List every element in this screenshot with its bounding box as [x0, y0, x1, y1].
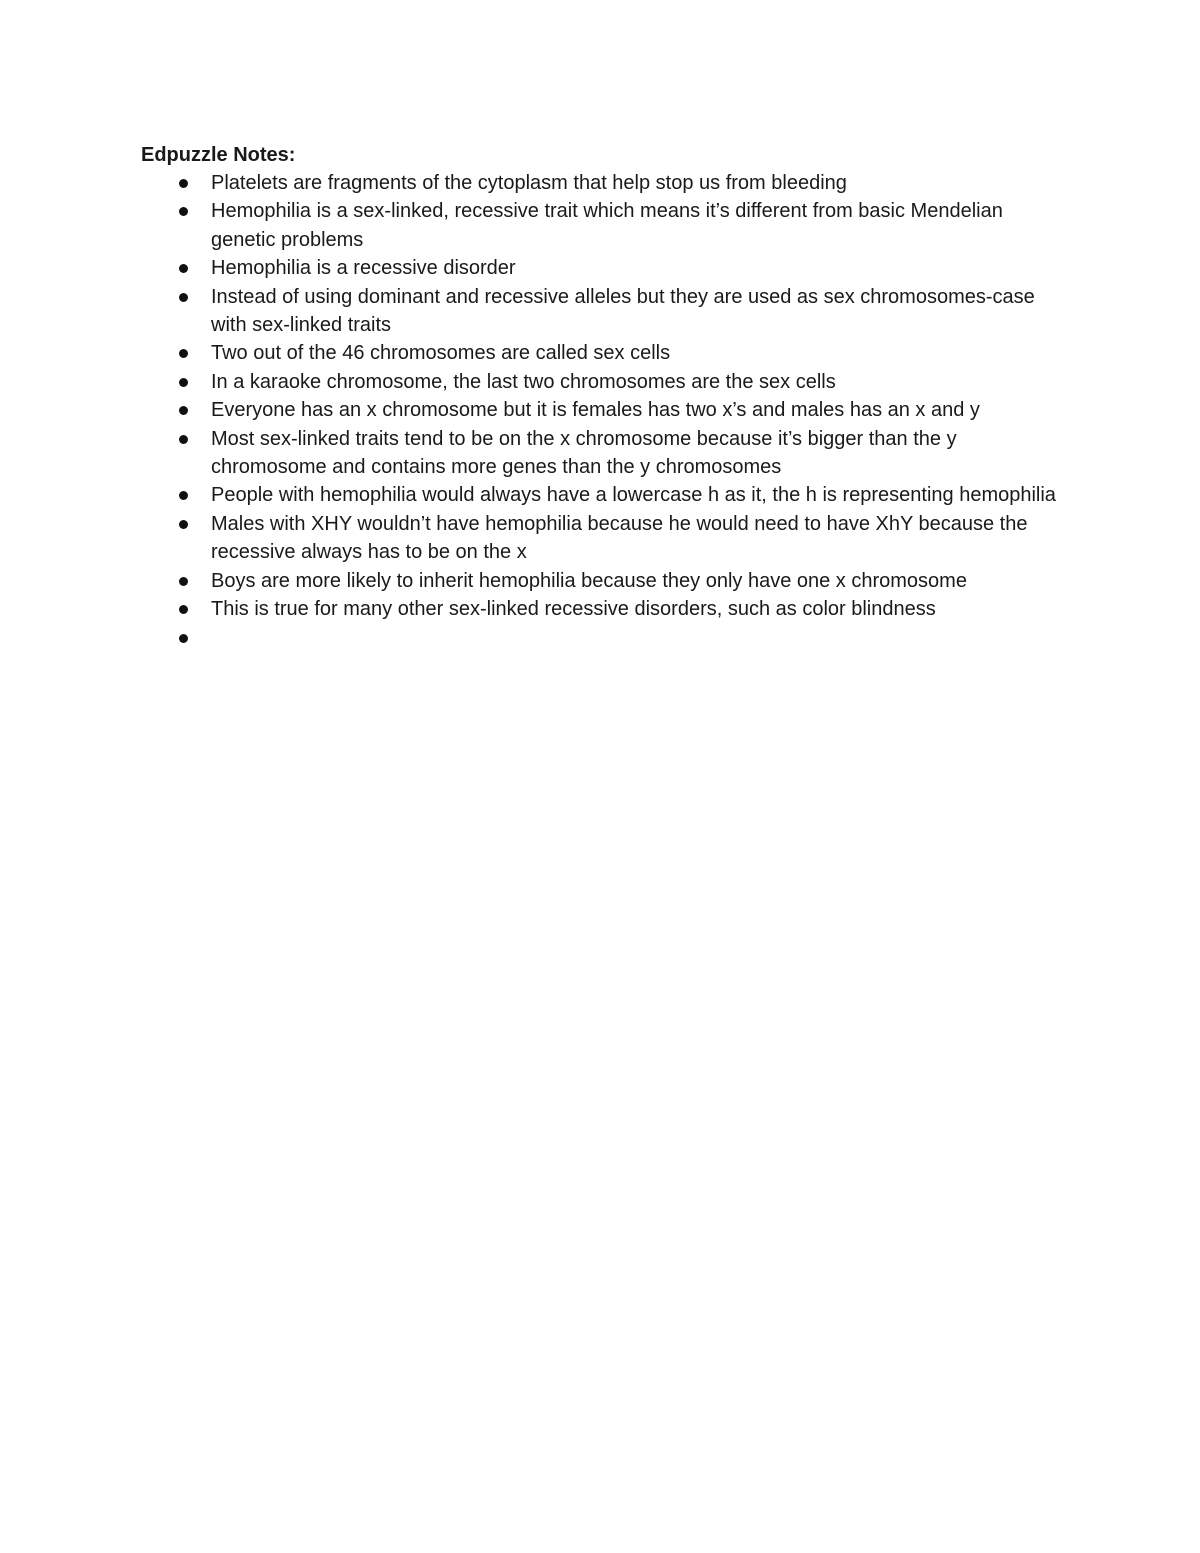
notes-heading: Edpuzzle Notes:	[141, 144, 296, 166]
list-item	[141, 197, 1071, 254]
list-item	[141, 510, 1071, 567]
list-item-empty	[141, 624, 1071, 661]
bullet-icon	[179, 207, 188, 216]
bullet-icon	[179, 378, 188, 387]
notes-list	[141, 169, 1071, 660]
list-item-text: Hemophilia is a recessive disorder	[211, 257, 516, 280]
list-item-text: Hemophilia is a sex-linked, recessive trait which means it’s different from basic Mendelian genetic problems	[211, 200, 1003, 251]
list-item	[141, 425, 1071, 482]
list-item	[141, 254, 1071, 282]
bullet-icon	[179, 264, 188, 273]
bullet-icon	[179, 634, 188, 643]
list-item	[141, 283, 1071, 340]
list-item-text: Most sex-linked traits tend to be on the x chromosome because it’s bigger than the y chromosome and contains more genes than the y chromosomes	[211, 427, 957, 479]
bullet-icon	[179, 577, 188, 586]
notes-section	[141, 141, 1071, 660]
list-item-text: Two out of the 46 chromosomes are called sex cells	[211, 342, 671, 365]
list-item-text: Platelets are fragments of the cytoplasm that help stop us from bleeding	[211, 172, 847, 194]
list-item-text: In a karaoke chromosome, the last two chromosomes are the sex cells	[211, 370, 836, 393]
bullet-icon	[179, 605, 188, 614]
bullet-icon	[179, 435, 188, 444]
list-item	[141, 396, 1071, 424]
list-item-text: People with hemophilia would always have a lowercase h as it, the h is representing hemophilia	[211, 484, 1056, 507]
list-item-text: This is true for many other sex-linked recessive disorders, such as color blindness	[211, 598, 936, 621]
bullet-icon	[179, 179, 188, 188]
bullet-icon	[179, 406, 188, 415]
bullet-icon	[179, 520, 188, 529]
list-item	[141, 368, 1071, 396]
list-item	[141, 481, 1071, 509]
list-item-text: Everyone has an x chromosome but it is females has two x’s and males has an x and y	[211, 399, 980, 422]
bullet-icon	[179, 293, 188, 302]
list-item-text: Boys are more likely to inherit hemophilia because they only have one x chromosome	[211, 569, 967, 592]
list-item	[141, 567, 1071, 595]
list-item	[141, 595, 1071, 623]
list-item-text: Instead of using dominant and recessive alleles but they are used as sex chromosomes-case with sex-linked traits	[211, 285, 1035, 337]
list-item	[141, 169, 1071, 197]
list-item-text: Males with XHY wouldn’t have hemophilia because he would need to have XhY because the recessive always has to be on the x	[211, 512, 1028, 564]
bullet-icon	[179, 349, 188, 358]
list-item	[141, 339, 1071, 367]
bullet-icon	[179, 491, 188, 500]
